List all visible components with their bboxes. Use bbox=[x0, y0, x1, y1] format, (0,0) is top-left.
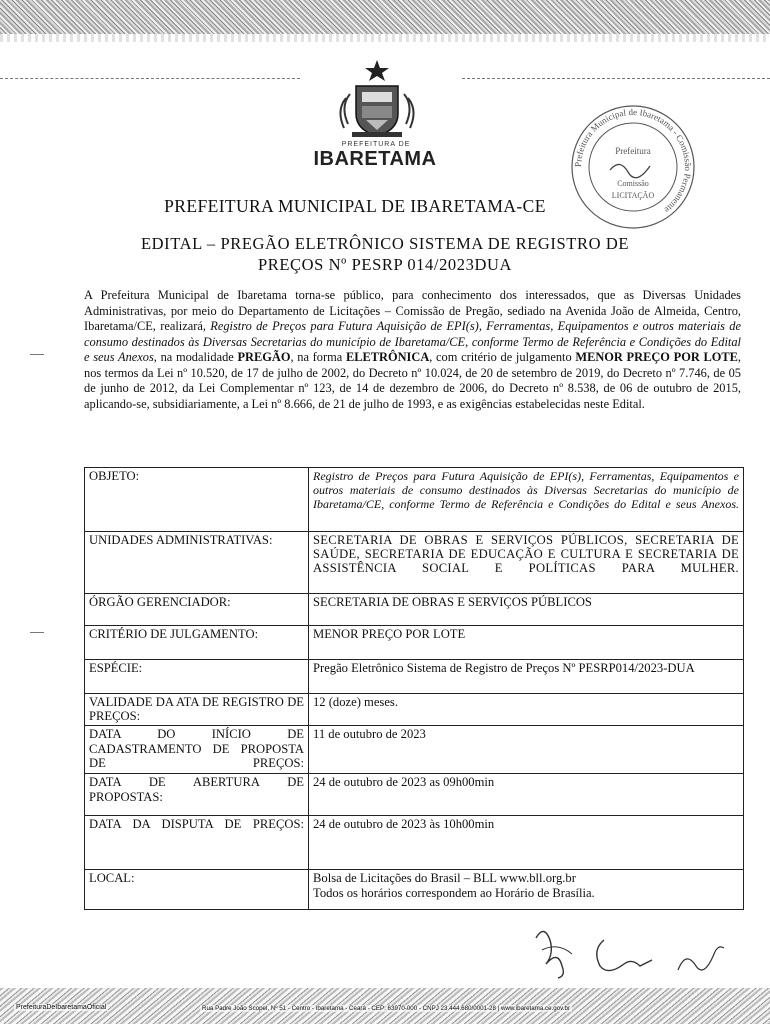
city-logo: IBARETAMA bbox=[313, 148, 437, 170]
row-label: ÓRGÃO GERENCIADOR: bbox=[85, 594, 309, 626]
row-label: UNIDADES ADMINISTRATIVAS: bbox=[85, 532, 309, 594]
table-row bbox=[85, 816, 744, 870]
row-value: Registro de Preços para Futura Aquisição de EPI(s), Ferramentas, Equipamentos e outros materiais de consumo destinados às Diversas Secretarias do município de Ibaretama/CE, conforme Termo de Referência e Condições do Edital e seus Anexos. bbox=[309, 468, 744, 532]
municipal-crest-icon bbox=[332, 58, 422, 140]
row-value bbox=[309, 870, 744, 910]
row-value: SECRETARIA DE OBRAS E SERVIÇOS PÚBLICOS bbox=[309, 594, 744, 626]
local-line2: Todos os horários correspondem ao Horário de Brasília. bbox=[313, 885, 595, 900]
stamp-inner-top: Prefeitura bbox=[615, 146, 651, 156]
row-label: DATA DE ABERTURA DE PROPOSTAS: bbox=[85, 774, 309, 816]
intro-paragraph: A Prefeitura Municipal de Ibaretama torna-se público, para conhecimento dos interessados, que as Diversas Unidades Administrativas, por meio do Departamento de Licitações – Comissão de Pregão, sediado na Avenida João de Almeida, Centro, Ibaretama/CE, realizará, Registro de Preços para Futura Aquisição de EPI(s), Ferramentas, Equipamentos e outros materiais de consumo destinados às Diversas Secretarias do município de Ibaretama/CE, conforme Termo de Referência e Condições do Edital e seus Anexos, na modalidade PREGÃO, na forma ELETRÔNICA, com critério de julgamento MENOR PREÇO POR LOTE, nos termos da Lei nº 10.520, de 17 de julho de 2002, do Decreto nº 10.024, de 20 de setembro de 2019, do Decreto nº 7.746, de 05 de junho de 2012, da Lei Complementar nº 123, de 14 de dezembro de 2006, do Decreto nº 8.538, de 06 de outubro de 2015, aplicando-se, subsidiariamente, a Lei nº 8.666, de 21 de julho de 1993, e as exigências estabelecidas neste Edital. bbox=[84, 288, 742, 411]
prefeitura-label: PREFEITURA DE bbox=[341, 141, 411, 148]
table-row bbox=[85, 726, 744, 774]
stamp-inner-mid: Comissão bbox=[617, 179, 649, 188]
row-label: DATA DO INÍCIO DE CADASTRAMENTO DE PROPOSTA DE PREÇOS: bbox=[85, 726, 309, 774]
edital-summary-table bbox=[84, 467, 744, 910]
table-row bbox=[85, 468, 744, 532]
row-value: 24 de outubro de 2023 às 10h00min bbox=[309, 816, 744, 870]
stamp-inner-bot: LICITAÇÃO bbox=[611, 191, 655, 200]
table-row bbox=[85, 626, 744, 660]
header-rule-right bbox=[462, 78, 770, 80]
scanned-top-border bbox=[0, 0, 770, 34]
row-value: 24 de outubro de 2023 as 09h00min bbox=[309, 774, 744, 816]
signatures bbox=[528, 920, 728, 980]
row-label: LOCAL: bbox=[85, 870, 309, 910]
row-label: ESPÉCIE: bbox=[85, 660, 309, 694]
stamp-ring-text: Prefeitura Municipal de Ibaretama - Comissão Permanente bbox=[572, 106, 694, 216]
row-label: OBJETO: bbox=[85, 468, 309, 532]
header-rule-left bbox=[0, 78, 300, 80]
edital-title-line1: EDITAL – PREGÃO ELETRÔNICO SISTEMA DE REGISTRO DE bbox=[140, 234, 630, 253]
margin-mark bbox=[30, 632, 44, 633]
edital-title bbox=[70, 233, 700, 275]
table-row bbox=[85, 870, 744, 910]
footer-social-handle: PrefeituraDeIbaretamaOficial bbox=[16, 1004, 107, 1011]
table-row bbox=[85, 532, 744, 594]
row-value: SECRETARIA DE OBRAS E SERVIÇOS PÚBLICOS, SECRETARIA DE SAÚDE, SECRETARIA DE EDUCAÇÃO E CULTURA E SECRETARIA DE ASSISTÊNCIA SOCIAL E POLÍTICAS PARA MULHER. bbox=[309, 532, 744, 594]
table-row bbox=[85, 694, 744, 726]
row-value: 11 de outubro de 2023 bbox=[309, 726, 744, 774]
margin-mark bbox=[30, 354, 44, 355]
row-value: Pregão Eletrônico Sistema de Registro de Preços Nº PESRP014/2023-DUA bbox=[309, 660, 744, 694]
table-row bbox=[85, 774, 744, 816]
row-label: VALIDADE DA ATA DE REGISTRO DE PREÇOS: bbox=[85, 694, 309, 726]
row-value: 12 (doze) meses. bbox=[309, 694, 744, 726]
table-row bbox=[85, 660, 744, 694]
edital-title-line2: PREÇOS Nº PESRP 014/2023DUA bbox=[257, 255, 513, 274]
row-value: MENOR PREÇO POR LOTE bbox=[309, 626, 744, 660]
prefeitura-title: PREFEITURA MUNICIPAL DE IBARETAMA-CE bbox=[164, 196, 546, 216]
row-label: CRITÉRIO DE JULGAMENTO: bbox=[85, 626, 309, 660]
footer-address: Rua Padre João Scopel, Nº 51 - Centro - Ibaretama - Ceará - CEP: 63970-000 - CNPJ 23.444.680/0001-28 | www.ibaretama.ce.gov.br bbox=[202, 1005, 570, 1012]
table-row bbox=[85, 594, 744, 626]
row-label: DATA DA DISPUTA DE PREÇOS: bbox=[85, 816, 309, 870]
local-line1: Bolsa de Licitações do Brasil – BLL www.bll.org.br bbox=[313, 871, 576, 886]
